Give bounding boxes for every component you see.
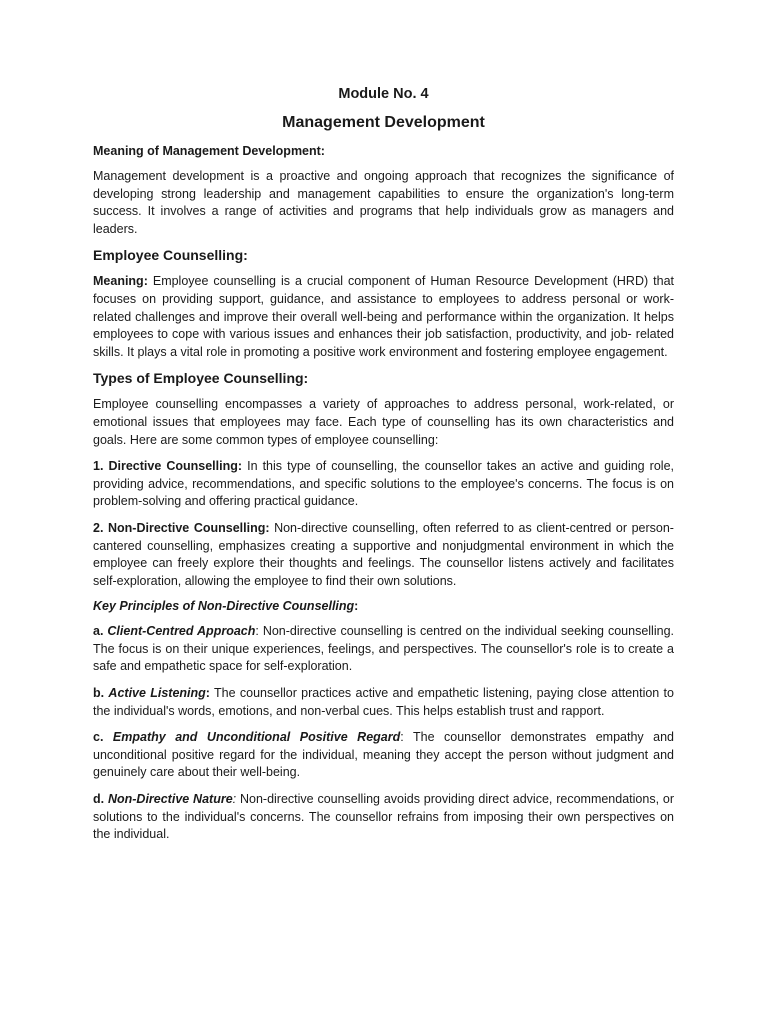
types-heading: Types of Employee Counselling:	[93, 370, 309, 387]
principle-prefix: c.	[93, 730, 113, 745]
principle-text: The counsellor demonstrates empathy and unconditional positive regard for the individual, meaning they accept the person without judgment and genuinely care about their well-being.	[93, 730, 674, 780]
principle-label: Client-Centred Approach	[107, 624, 256, 639]
principle-item	[93, 623, 674, 676]
module-number: Module No. 4	[338, 86, 429, 102]
principle-item	[93, 791, 674, 844]
meaning-heading: Meaning of Management Development:	[93, 144, 325, 158]
principle-text: Non-directive counselling is centred on the individual seeking counselling. The focus is on their unique experiences, feelings, and perspectives. The counsellor's role is to create a safe and empathetic space for self-exploration.	[93, 624, 674, 674]
nondirective-counselling-paragraph	[93, 520, 674, 590]
principle-item	[93, 685, 674, 720]
principle-sep: :	[400, 730, 404, 745]
principle-prefix: a.	[93, 624, 108, 639]
principles-heading-colon: :	[354, 599, 359, 614]
employee-counselling-text: Employee counselling is a crucial component of Human Resource Development (HRD) that focuses on providing support, guidance, and assistance to employees to address personal or work-related challenges and improve their overall well-being and performance within the organization. It helps employees to cope with various issues and enhances their job satisfaction, productivity, and job- related skills. It plays a vital role in promoting a positive work environment and fostering employee engagement.	[93, 274, 674, 359]
principle-sep: :	[232, 792, 237, 807]
employee-counselling-heading: Employee Counselling:	[93, 247, 248, 264]
directive-counselling-paragraph	[93, 458, 674, 511]
nondirective-text: Non-directive counselling, often referred to as client-centred or person- cantered counselling, emphasizes creating a supportive and nonjudgmental environment in which the employee can freely explore their thoughts and feelings. The counsellor listens actively and facilitates self-exploration, allowing the employee to find their own solutions.	[93, 520, 674, 588]
principles-heading	[93, 599, 674, 613]
principle-label: Active Listening	[108, 686, 206, 701]
principle-item	[93, 729, 674, 782]
directive-lead: 1. Directive Counselling:	[93, 459, 243, 474]
types-intro-paragraph: Employee counselling encompasses a variety of approaches to address personal, work-related, or emotional issues that employees may face. Each type of counselling has its own characteristics and goals. Here are some common types of employee counselling:	[93, 397, 674, 447]
page-title: Management Development	[282, 114, 485, 131]
principle-sep: :	[255, 624, 259, 639]
meaning-paragraph: Management development is a proactive and ongoing approach that recognizes the significance of developing strong leadership and management capabilities to ensure the organization's long-term success. It involves a range of activities and programs that help individuals grow as managers and leaders.	[93, 169, 674, 236]
principles-heading-text: Key Principles of Non-Directive Counselling	[93, 599, 355, 614]
principle-text: The counsellor practices active and empathetic listening, paying close attention to the individual's words, emotions, and non-verbal cues. This helps establish trust and rapport.	[93, 686, 674, 718]
principle-text: Non-directive counselling avoids providing direct advice, recommendations, or solutions to the individual's concerns. The counsellor refrains from imposing their own perspectives on the individual.	[93, 792, 674, 842]
principle-sep: :	[205, 686, 210, 701]
employee-counselling-paragraph	[93, 273, 674, 361]
meaning-lead: Meaning:	[93, 274, 148, 289]
principle-label: Non-Directive Nature	[107, 792, 233, 807]
directive-text: In this type of counselling, the counsellor takes an active and guiding role, providing advice, recommendations, and specific solutions to the employee's concerns. The focus is on problem-solving and offering practical guidance.	[93, 459, 674, 509]
principle-prefix: d.	[93, 792, 108, 807]
principle-prefix: b.	[93, 686, 109, 701]
principle-label: Empathy and Unconditional Positive Regard	[112, 730, 401, 745]
nondirective-lead: 2. Non-Directive Counselling:	[93, 520, 270, 535]
